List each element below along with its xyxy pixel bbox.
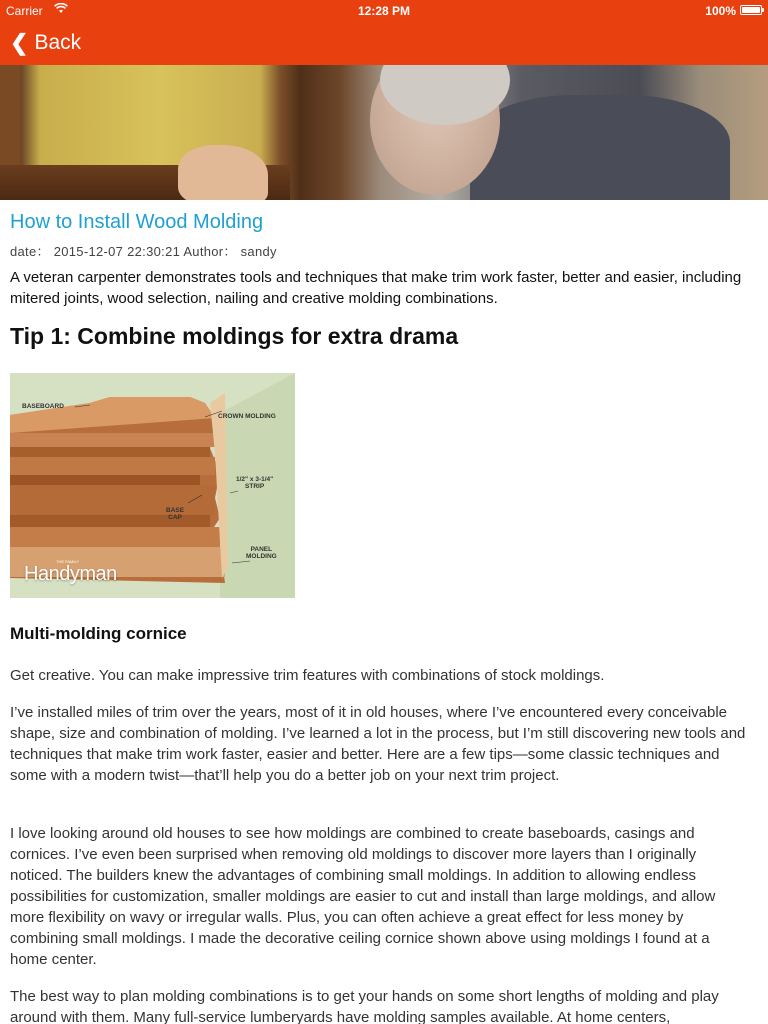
- article-meta: date： 2015-12-07 22:30:21 Author： sandy: [10, 244, 277, 259]
- paragraph-2: I’ve installed miles of trim over the years, most of it in old houses, where I’ve encountered every conceivable shape, size and combination of molding. I’ve learned a lot in the process, but I’m still discovering new tools and techniques that make trim work faster, easier and better. Here are a few tips—some classic techniques and some with a modern twist—that’ll help you do a better job on your next trim project.: [10, 704, 746, 784]
- battery-icon: [740, 5, 762, 15]
- label-crown-molding: CROWN MOLDING: [218, 413, 276, 420]
- status-bar: [0, 0, 768, 20]
- brand-small-text: THE FAMILY: [56, 559, 80, 564]
- brand-logo: Handyman: [24, 563, 117, 585]
- back-button-label: Back: [34, 31, 82, 54]
- chevron-left-icon: ❮: [10, 30, 29, 55]
- back-button[interactable]: [10, 29, 81, 57]
- tip-heading: Tip 1: Combine moldings for extra drama: [10, 323, 459, 349]
- article-intro: A veteran carpenter demonstrates tools and techniques that make trim work faster, better and easier, including mitered joints, wood selection, nailing and creative molding combinations.: [10, 269, 742, 307]
- hero-image: [0, 65, 768, 200]
- label-strip: 1/2" x 3-1/4" STRIP: [236, 476, 274, 490]
- article-title: How to Install Wood Molding: [10, 211, 264, 233]
- clock: 12:28 PM: [357, 4, 411, 18]
- paragraph-3: I love looking around old houses to see how moldings are combined to create baseboards, casings and cornices. I’ve even been surprised when removing old moldings to discover more layers than I originally noticed. The builders knew the advantages of combining small moldings. In addition to allowing endless possibilities for customization, smaller moldings are easier to cut and install than large moldings, and allow more flexibility on wavy or irregular walls. Plus, you can often achieve a great effect for less money by combining small moldings. I made the decorative ceiling cornice shown above using moldings I found at a home center.: [10, 825, 716, 968]
- label-panel-molding: PANEL MOLDING: [246, 546, 277, 560]
- paragraph-1: Get creative. You can make impressive trim features with combinations of stock moldings.: [10, 667, 605, 684]
- label-baseboard: BASEBOARD: [22, 403, 64, 410]
- section-subheading: Multi-molding cornice: [10, 624, 187, 643]
- paragraph-4: The best way to plan molding combinations is to get your hands on some short lengths of molding and play around with them. Many full-service lumberyards have molding samples available. At home centers,: [10, 988, 719, 1024]
- molding-diagram: [10, 373, 295, 598]
- label-base-cap: BASE CAP: [166, 507, 185, 521]
- navigation-bar: [0, 0, 768, 65]
- carrier-label: Carrier: [6, 4, 43, 18]
- battery-percentage: 100%: [705, 4, 736, 18]
